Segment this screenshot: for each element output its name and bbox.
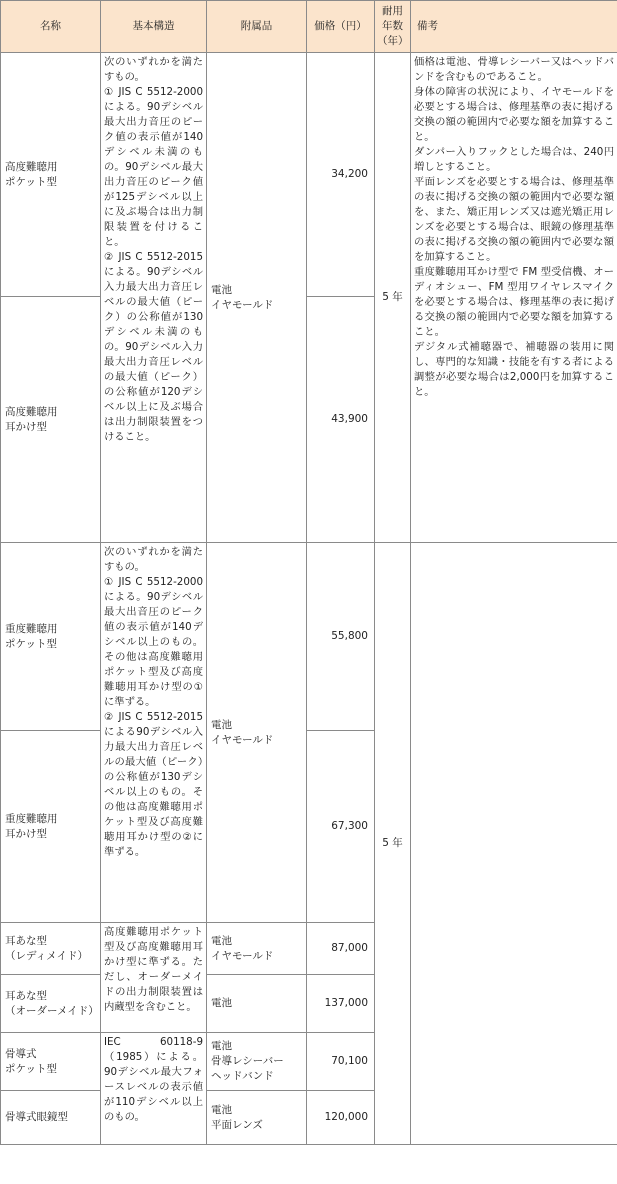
price: 87,000 (307, 923, 375, 975)
price: 70,100 (307, 1033, 375, 1091)
basic-structure: IEC 60118-9（1985）による。90デシベル最大フォースレベルの表示値が110デシベル以上のもの。 (101, 1033, 207, 1145)
device-name: 高度難聴用 ポケット型 (1, 53, 101, 297)
price: 120,000 (307, 1091, 375, 1145)
accessories: 電池 骨導レシーバー ヘッドバンド (207, 1033, 307, 1091)
device-name: 耳あな型 （オーダーメイド） (1, 975, 101, 1033)
device-name: 骨導式眼鏡型 (1, 1091, 101, 1145)
service-life: 5 年 (375, 543, 411, 1145)
price: 34,200 (307, 53, 375, 297)
header-structure: 基本構造 (101, 1, 207, 53)
remark-item: ダンパー入りフックとした場合は、240円増しとすること。 (414, 146, 614, 173)
accessories: 電池 (207, 975, 307, 1033)
basic-structure: 高度難聴用ポケット型及び高度難聴用耳かけ型に準ずる。ただし、オーダーメイドの出力制限装置は内蔵型を含むこと。 (101, 923, 207, 1033)
price: 43,900 (307, 297, 375, 543)
remark-item: 価格は電池、骨導レシーバー又はヘッドバンドを含むものであること。 (414, 56, 614, 83)
basic-structure: 次のいずれかを満たすもの。 ① JIS C 5512-2000 による。90デシベル最大出力音圧のピーク値の表示値が140デシベル未満のもの。90デシベル最大出力音圧のピーク値が125デシベル以上に及ぶ場合は出力制限装置を付けること。 ② JIS C 5512-2015 による。90デシベル入力最大出力音圧レベルの最大値（ピーク）の公称値が130デシベル未満のもの。90デシベル入力最大出力音圧レベルの最大値（ピーク）の公称値が120デシベル以上に及ぶ場合は出力制限装置をつけること。 (101, 53, 207, 543)
service-life: 5 年 (375, 53, 411, 543)
table-row (1, 53, 617, 297)
accessories: 電池 イヤモールド (207, 53, 307, 543)
accessories: 電池 イヤモールド (207, 923, 307, 975)
price: 137,000 (307, 975, 375, 1033)
remark-item: 平面レンズを必要とする場合は、修理基準の表に掲げる交換の額の範囲内で必要な額を、また、矯正用レンズ又は遮光矯正用レンズを必要とする場合は、眼鏡の修理基準の表に掲げる交換の額の範囲内で必要な額を加算すること。 (414, 176, 614, 263)
header-price: 価格（円） (307, 1, 375, 53)
remark-item: 重度難聴用耳かけ型で FM 型受信機、オーディオシュー、FM 型用ワイヤレスマイクを必要とする場合は、修理基準の表に掲げる交換の額の範囲内で必要な額を加算すること。 (414, 266, 614, 338)
accessories: 電池 イヤモールド (207, 543, 307, 923)
header-life: 耐用 年数 （年） (375, 1, 411, 53)
basic-structure: 次のいずれかを満たすもの。 ① JIS C 5512-2000 による。90デシベル最大出音圧のピーク値の表示値が140デシベル以上のもの。その他は高度難聴用ポケット型及び高度難聴用耳かけ型の①に準ずる。 ② JIS C 5512-2015 による90デシベル入力最大出力音圧レベルの最大値（ピーク）の公称値が130デシベル以上のもの。その他は高度難聴用ポケット型及び高度難聴用耳かけ型の②に準ずる。 (101, 543, 207, 923)
price: 67,300 (307, 731, 375, 923)
device-name: 高度難聴用 耳かけ型 (1, 297, 101, 543)
price: 55,800 (307, 543, 375, 731)
remarks-empty (411, 543, 617, 1145)
remark-item: 身体の障害の状況により、イヤモールドを必要とする場合は、修理基準の表に掲げる交換の額の範囲内で必要な額を加算すること。 (414, 86, 614, 143)
header-remarks: 備考 (411, 1, 617, 53)
device-name: 重度難聴用 ポケット型 (1, 543, 101, 731)
table-row (1, 543, 617, 731)
device-name: 骨導式 ポケット型 (1, 1033, 101, 1091)
remark-item: デジタル式補聴器で、補聴器の装用に関し、専門的な知識・技能を有する者による調整が必要な場合は2,000円を加算すること。 (414, 341, 614, 398)
header-accessories: 附属品 (207, 1, 307, 53)
header-name: 名称 (1, 1, 101, 53)
device-name: 重度難聴用 耳かけ型 (1, 731, 101, 923)
remarks (411, 53, 617, 543)
header-row (1, 1, 617, 53)
device-name: 耳あな型 （レディメイド） (1, 923, 101, 975)
accessories: 電池 平面レンズ (207, 1091, 307, 1145)
